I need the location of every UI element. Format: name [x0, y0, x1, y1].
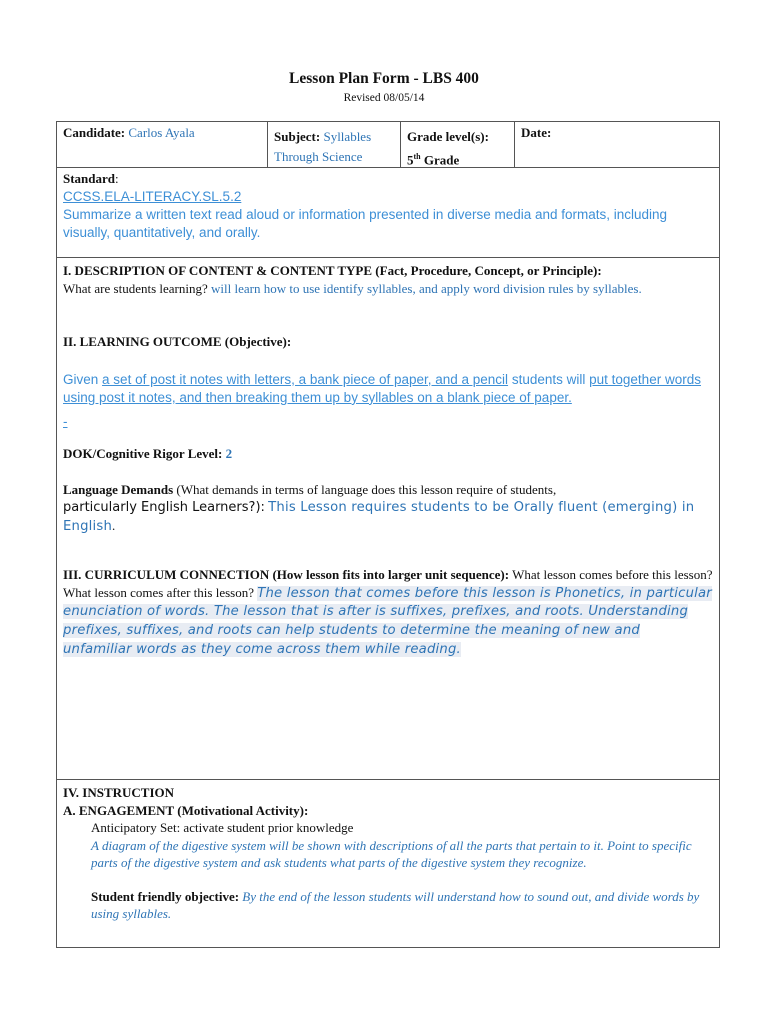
- section3-heading: III. CURRICULUM CONNECTION (How lesson fits into larger unit sequence):: [63, 567, 510, 583]
- grade-label: Grade level(s):: [407, 129, 489, 144]
- section3-prompt: What lesson comes before this lesson? What lesson comes after this lesson?: [63, 567, 713, 600]
- language-period: .: [112, 518, 116, 534]
- grade-word: Grade: [423, 152, 460, 168]
- language-prompt-2: particularly English Learners?):: [63, 500, 265, 516]
- subject-cell: [267, 122, 400, 167]
- objective-text: By the end of the lesson students will understand how to sound out, and divide words by using syllables.: [91, 888, 700, 922]
- objective-given: Given: [63, 371, 99, 387]
- section1-heading: I. DESCRIPTION OF CONTENT & CONTENT TYPE (Fact, Procedure, Concept, or Principle):: [63, 263, 602, 278]
- dok-value: 2: [225, 446, 233, 462]
- language-prompt: (What demands in terms of language does this lesson require of students,: [176, 481, 557, 497]
- grade-number: 5: [407, 152, 414, 168]
- standard-colon: :: [115, 171, 119, 186]
- grade-cell: [400, 122, 514, 167]
- language-label: Language Demands: [63, 481, 174, 497]
- objective-put-together: put together words: [589, 371, 701, 387]
- section4-heading: IV. INSTRUCTION: [63, 785, 175, 800]
- section2-heading: II. LEARNING OUTCOME (Objective):: [63, 334, 292, 350]
- subject-label: Subject:: [274, 129, 321, 144]
- page-title: Lesson Plan Form - LBS 400: [289, 70, 479, 87]
- standard-text: Summarize a written text read aloud or information presented in diverse media and formats, including visually, quantitatively, and orally.: [63, 206, 668, 240]
- lesson-plan-table: [56, 121, 720, 948]
- candidate-label: Candidate:: [63, 125, 126, 140]
- section1-prompt: What are students learning?: [63, 280, 208, 296]
- standard-section: [57, 167, 719, 257]
- standard-label: Standard: [63, 171, 116, 186]
- subject-value-1: Syllables: [323, 129, 372, 144]
- section3-answer: The lesson that comes before this lesson is Phonetics, in particular enunciation of words. The lesson that is after is suffixes, prefixes, and roots. Understanding prefixes, suffixes, and roots can help students to determine the meaning of new and unfamiliar words as they come across them while reading.: [63, 585, 712, 657]
- instruction-section: [57, 779, 719, 947]
- section1-answer: will learn how to use identify syllables, and apply word division rules by syllables.: [211, 280, 642, 296]
- language-answer: This Lesson requires students to be Orally fluent (emerging) in English: [63, 500, 695, 535]
- objective-students-will: students will: [511, 371, 586, 387]
- objective-materials: a set of post it notes with letters, a bank piece of paper, and a pencil: [102, 371, 509, 387]
- date-cell: [514, 122, 719, 167]
- info-row: [57, 122, 719, 167]
- date-label: Date:: [521, 125, 552, 140]
- engagement-heading: A. ENGAGEMENT (Motivational Activity):: [63, 802, 309, 818]
- candidate-cell: [57, 122, 267, 167]
- diagram-text: A diagram of the digestive system will be shown with descriptions of all the parts that pertain to it. Point to specific parts of the digestive system and ask students what parts of the digestive system they recognize.: [91, 837, 692, 871]
- objective-dash: -: [63, 414, 68, 430]
- subject-value-2: Through Science: [274, 149, 363, 164]
- content-section: [57, 257, 719, 779]
- dok-label: DOK/Cognitive Rigor Level:: [63, 446, 223, 462]
- candidate-value: Carlos Ayala: [128, 125, 195, 140]
- standard-code-link[interactable]: CCSS.ELA-LITERACY.SL.5.2: [63, 188, 242, 204]
- revised-date: Revised 08/05/14: [343, 92, 425, 104]
- grade-sup: th: [413, 152, 421, 161]
- objective-rest: using post it notes, and then breaking them up by syllables on a blank piece of paper.: [63, 389, 572, 405]
- objective-label: Student friendly objective:: [91, 888, 240, 904]
- anticipatory-set: Anticipatory Set: activate student prior knowledge: [91, 820, 354, 836]
